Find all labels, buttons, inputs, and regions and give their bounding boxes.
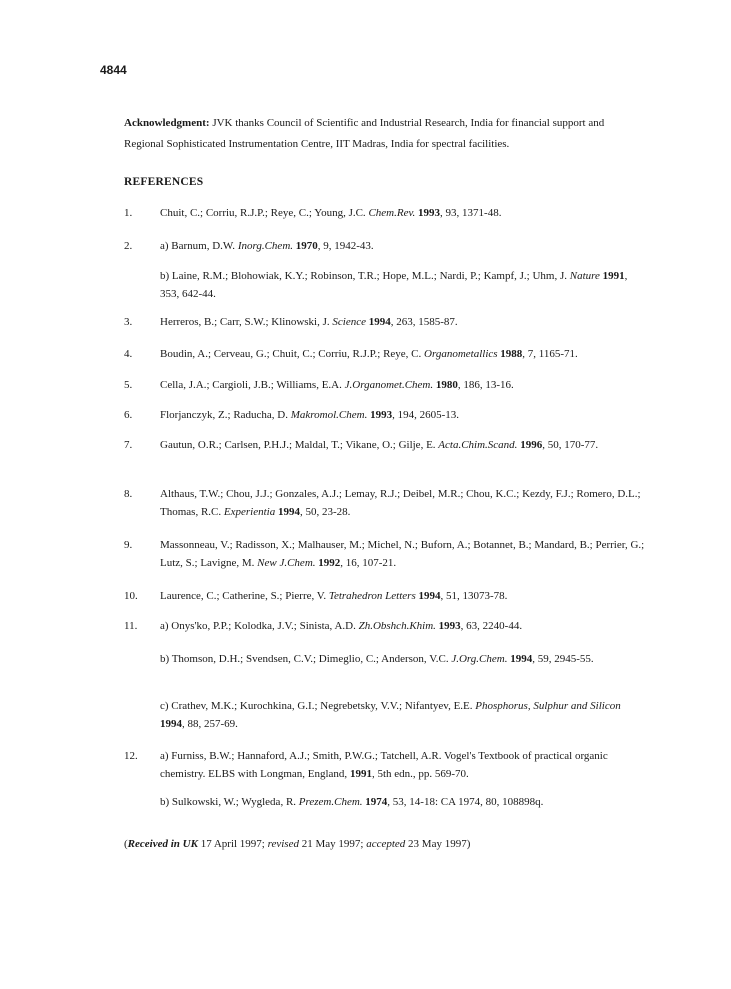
reference-authors: c) Crathev, M.K.; Kurochkina, G.I.; Negrebetsky, V.V.; Nifantyev, E.E.: [160, 700, 476, 712]
reference-year: 1996: [517, 439, 543, 451]
reference-journal: Experientia: [223, 506, 276, 518]
reference-year: 1980: [433, 379, 458, 391]
reference-authors: Gautun, O.R.; Carlsen, P.H.J.; Maldal, T.; Vikane, O.; Gilje, E.: [160, 439, 439, 451]
reference-text: [160, 376, 648, 394]
accepted-date: 23 May 1997): [405, 838, 471, 850]
reference-text: [160, 204, 648, 222]
reference-journal: J.Org.Chem.: [451, 653, 508, 665]
reference-number: 7.: [124, 439, 133, 451]
reference-authors: a) Barnum, D.W.: [160, 240, 238, 252]
reference-authors: Herreros, B.; Carr, S.W.; Klinowski, J.: [160, 316, 333, 328]
reference-text: [160, 747, 648, 783]
reference-number: 5.: [124, 379, 133, 391]
reference-year: 1993: [367, 409, 393, 421]
reference-year: 1993: [435, 620, 461, 632]
revised-label: revised: [267, 838, 299, 850]
reference-authors: b) Sulkowski, W.; Wygleda, R.: [160, 796, 299, 808]
reference-text: [160, 650, 648, 668]
reference-year: 1991: [349, 768, 372, 780]
reference-volume-pages: , 88, 257-69.: [182, 718, 238, 730]
reference-journal: Acta.Chim.Scand.: [438, 439, 518, 451]
reference-volume-pages: , 50, 170-77.: [542, 439, 599, 451]
reference-volume-pages: , 93, 1371-48.: [440, 207, 502, 219]
reference-number: 4.: [124, 348, 133, 360]
reference-number: 2.: [124, 240, 133, 252]
reference-journal: Zh.Obshch.Khim.: [358, 620, 436, 632]
reference-volume-pages: , 59, 2945-55.: [532, 653, 594, 665]
reference-authors: b) Thomson, D.H.; Svendsen, C.V.; Dimeglio, C.; Anderson, V.C.: [160, 653, 452, 665]
reference-text: [160, 313, 648, 331]
acknowledgment-text: JVK thanks Council of Scientific and Industrial Research, India for financial support and Regional Sophisticated Instrumentation Centre, IIT Madras, India for spectral facilities.: [124, 117, 605, 150]
reference-year: 1993: [415, 207, 441, 219]
reference-authors: Chuit, C.; Corriu, R.J.P.; Reye, C.; Young, J.C.: [160, 207, 369, 219]
reference-text: [160, 237, 648, 255]
reference-volume-pages: , 63, 2240-44.: [460, 620, 523, 632]
reference-number: 9.: [124, 539, 133, 551]
reference-number: 3.: [124, 316, 133, 328]
reference-authors: a) Furniss, B.W.; Hannaford, A.J.; Smith, P.W.G.; Tatchell, A.R. Vogel's Textbook of practical organic chemistry. ELBS with Longman, England,: [160, 750, 608, 780]
reference-year: 1994: [365, 316, 391, 328]
reference-journal: Chem.Rev.: [368, 207, 416, 219]
reference-authors: Florjanczyk, Z.; Raducha, D.: [160, 409, 291, 421]
reference-authors: Althaus, T.W.; Chou, J.J.; Gonzales, A.J.; Lemay, R.J.; Deibel, M.R.; Chou, K.C.; Kezdy, F.J.; Romero, D.L.; Thomas, R.C.: [160, 488, 641, 518]
acknowledgment: [124, 113, 644, 155]
received-label: Received in UK: [127, 838, 198, 850]
reference-text: [160, 587, 648, 605]
received-date: 17 April 1997;: [197, 838, 268, 850]
reference-volume-pages: , 263, 1585-87.: [390, 316, 458, 328]
accepted-label: accepted: [366, 838, 406, 850]
reference-text: [160, 485, 648, 521]
reference-volume-pages: , 53, 14-18: CA 1974, 80, 108898q.: [387, 796, 544, 808]
reference-authors: a) Onys'ko, P.P.; Kolodka, J.V.; Sinista, A.D.: [160, 620, 359, 632]
page-number: 4844: [100, 63, 127, 77]
reference-authors: b) Laine, R.M.; Blohowiak, K.Y.; Robinson, T.R.; Hope, M.L.; Nardi, P.; Kampf, J.; Uhm, J.: [160, 270, 570, 282]
reference-text: [160, 406, 648, 424]
reference-volume-pages: , 9, 1942-43.: [317, 240, 374, 252]
reference-journal: Prezem.Chem.: [298, 796, 363, 808]
reference-authors: Massonneau, V.; Radisson, X.; Malhauser, M.; Michel, N.; Buforn, A.; Botannet, B.; Mandard, B.; Perrier, G.; Lutz, S.; Lavigne, M.: [160, 539, 645, 569]
reference-number: 6.: [124, 409, 133, 421]
reference-journal: New J.Chem.: [257, 557, 316, 569]
reference-volume-pages: , 353, 642-44.: [160, 270, 628, 300]
reference-volume-pages: , 16, 107-21.: [340, 557, 397, 569]
reference-journal: Phosphorus, Sulphur and Silicon: [475, 700, 621, 712]
reference-volume-pages: , 50, 23-28.: [299, 506, 351, 518]
reference-year: 1994: [160, 718, 182, 730]
reference-number: 8.: [124, 488, 133, 500]
reference-authors: Laurence, C.; Catherine, S.; Pierre, V.: [160, 590, 329, 602]
reference-authors: Cella, J.A.; Cargioli, J.B.; Williams, E.A.: [160, 379, 345, 391]
reference-text: [160, 617, 648, 635]
reference-number: 11.: [124, 620, 138, 632]
reference-volume-pages: , 5th edn., pp. 569-70.: [371, 768, 469, 780]
reference-journal: J.Organomet.Chem.: [344, 379, 434, 391]
reference-year: 1994: [507, 653, 533, 665]
reference-year: 1994: [415, 590, 441, 602]
acknowledgment-label: Acknowledgment:: [124, 117, 210, 129]
received-line: (Received in UK 17 April 1997; revised 21 May 1997; accepted 23 May 1997): [124, 838, 471, 850]
reference-journal: Tetrahedron Letters: [328, 590, 416, 602]
reference-year: 1994: [275, 506, 300, 518]
reference-year: 1988: [497, 348, 523, 360]
reference-volume-pages: , 51, 13073-78.: [440, 590, 508, 602]
reference-text: [160, 793, 648, 811]
reference-year: 1974: [362, 796, 388, 808]
reference-text: [160, 267, 648, 303]
reference-number: 1.: [124, 207, 133, 219]
reference-year: 1992: [315, 557, 341, 569]
revised-date: 21 May 1997;: [298, 838, 367, 850]
reference-number: 10.: [124, 590, 138, 602]
references-heading: REFERENCES: [124, 176, 204, 188]
reference-text: [160, 536, 648, 572]
reference-authors: Boudin, A.; Cerveau, G.; Chuit, C.; Corriu, R.J.P.; Reye, C.: [160, 348, 425, 360]
reference-journal: Nature: [569, 270, 600, 282]
reference-text: [160, 697, 648, 733]
reference-volume-pages: , 186, 13-16.: [457, 379, 514, 391]
reference-volume-pages: , 7, 1165-71.: [522, 348, 578, 360]
reference-journal: Inorg.Chem.: [237, 240, 294, 252]
reference-year: 1970: [293, 240, 318, 252]
reference-text: [160, 345, 648, 363]
reference-journal: Organometallics: [424, 348, 498, 360]
reference-journal: Makromol.Chem.: [290, 409, 368, 421]
reference-number: 12.: [124, 750, 138, 762]
reference-year: 1991: [599, 270, 625, 282]
reference-journal: Science: [332, 316, 366, 328]
reference-volume-pages: , 194, 2605-13.: [392, 409, 460, 421]
reference-text: [160, 436, 648, 454]
